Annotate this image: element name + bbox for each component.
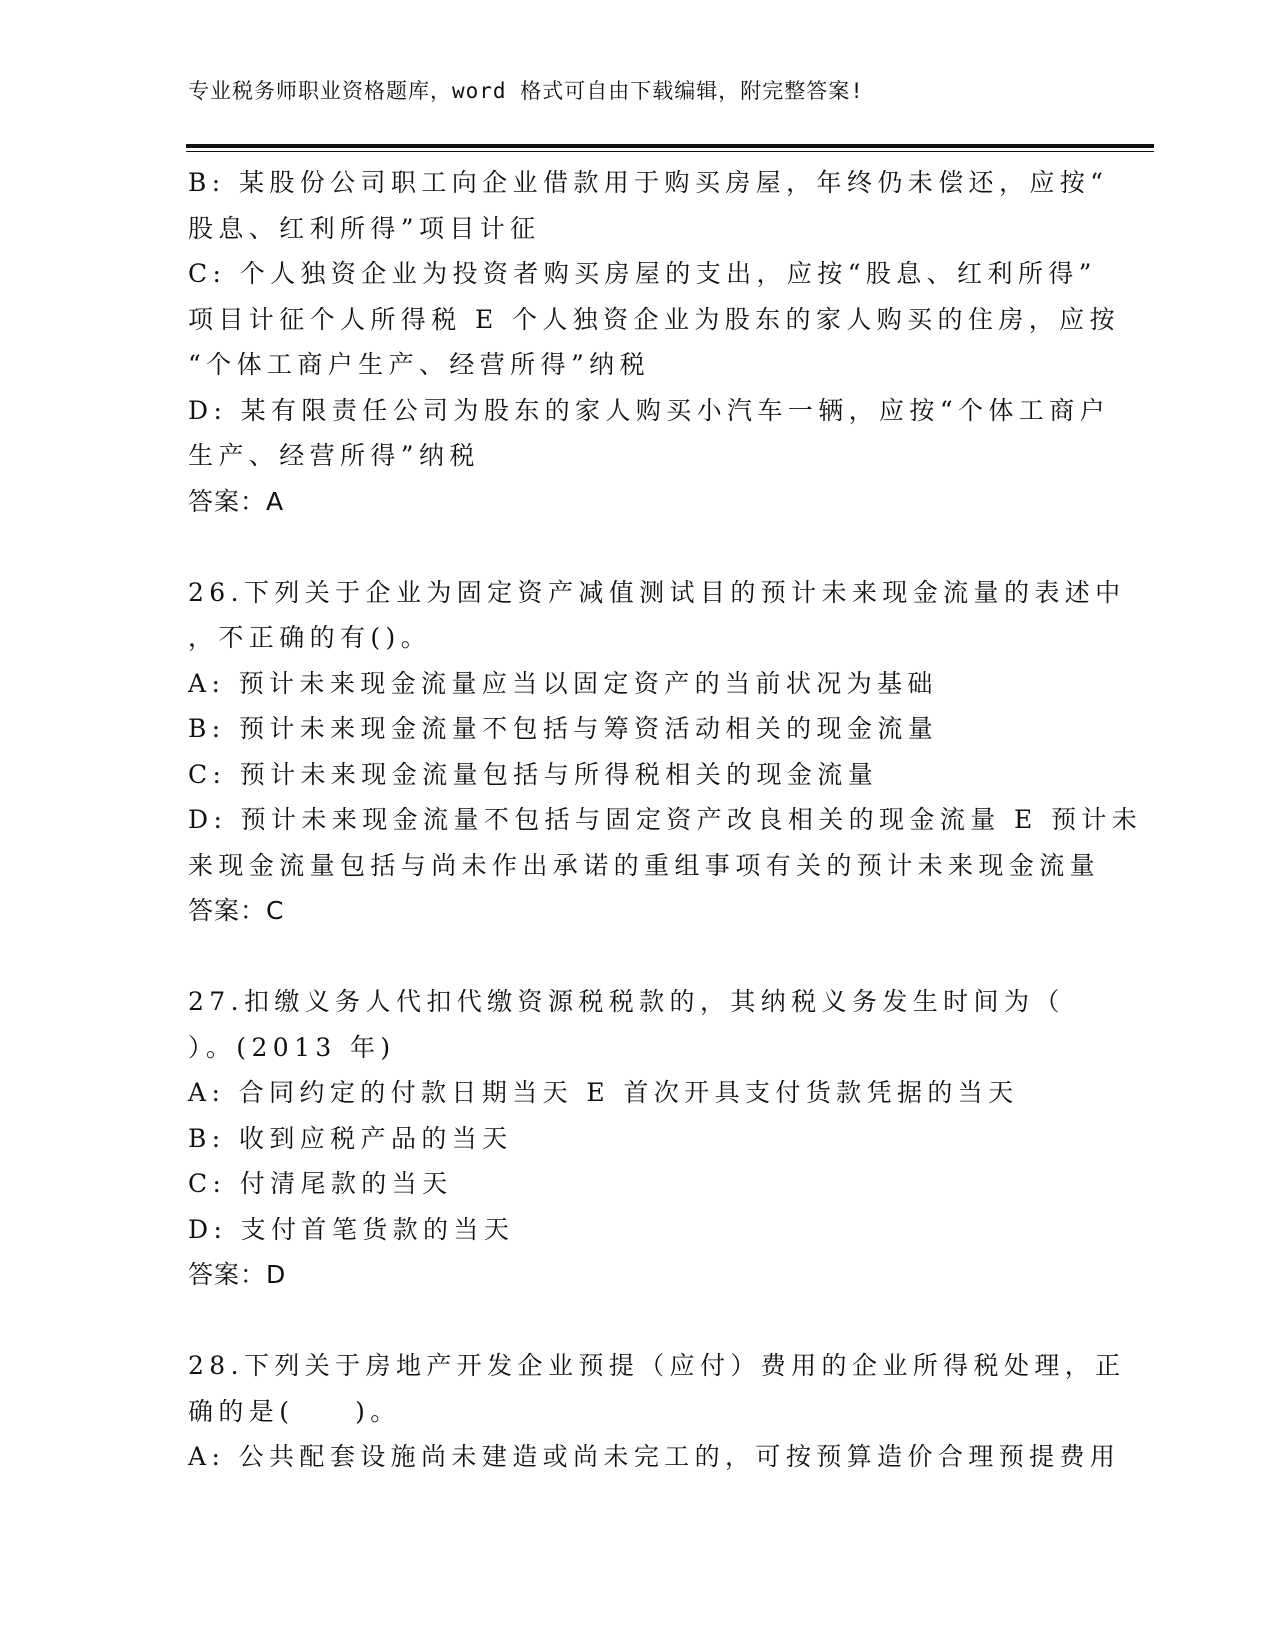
option-line: C: 预计未来现金流量包括与所得税相关的现金流量	[188, 759, 879, 789]
question-stem: 28.下列关于房地产开发企业预提（应付）费用的企业所得税处理，正	[188, 1351, 1126, 1380]
page-header: 专业税务师职业资格题库，word 格式可自由下载编辑，附完整答案!	[188, 79, 864, 103]
option-line: B: 预计未来现金流量不包括与筹资活动相关的现金流量	[188, 714, 939, 743]
header-rule-thin	[186, 151, 1154, 152]
option-line: A: 预计未来现金流量应当以固定资产的当前状况为基础	[188, 668, 938, 698]
option-line: B: 收到应税产品的当天	[188, 1123, 513, 1153]
header-rule-thick	[186, 144, 1154, 148]
option-line: C: 付清尾款的当天	[188, 1169, 453, 1198]
option-line: A: 公共配套设施尚未建造或尚未完工的，可按预算造价合理预提费用	[188, 1442, 1121, 1471]
document-body	[188, 160, 1143, 1480]
question-block	[188, 1343, 1126, 1480]
option-line: A: 合同约定的付款日期当天 E 首次开具支付货款凭据的当天	[188, 1078, 1019, 1107]
question-block	[188, 570, 1143, 934]
answer-line: 答案：C	[188, 896, 285, 925]
question-stem: ）。(2013 年)	[188, 1032, 396, 1062]
text-line: 项目计征个人所得税 E 个人独资企业为股东的家人购买的住房，应按	[188, 304, 1120, 334]
question-stem: 26.下列关于企业为固定资产减值测试目的预计未来现金流量的表述中	[188, 577, 1126, 607]
text-line: D: 某有限责任公司为股东的家人购买小汽车一辆，应按“个体工商户	[188, 395, 1110, 425]
question-block	[188, 979, 1088, 1298]
answer-line: 答案：D	[188, 1260, 287, 1289]
question-stem: 27.扣缴义务人代扣代缴资源税税款的，其纳税义务发生时间为（	[188, 987, 1065, 1016]
text-line: C: 个人独资企业为投资者购买房屋的支出，应按“股息、红利所得”	[188, 259, 1097, 288]
option-line: 来现金流量包括与尚未作出承诺的重组事项有关的预计未来现金流量	[188, 850, 1101, 880]
text-line: 股息、红利所得”项目计征	[188, 213, 541, 243]
text-line: 生产、经营所得”纳税	[188, 441, 480, 470]
option-line: D: 支付首笔货款的当天	[188, 1214, 515, 1244]
option-line: D: 预计未来现金流量不包括与固定资产改良相关的现金流量 E 预计未	[188, 805, 1143, 834]
text-line: B: 某股份公司职工向企业借款用于购买房屋，年终仍未偿还，应按“	[188, 168, 1109, 197]
text-line: “个体工商户生产、经营所得”纳税	[188, 350, 650, 379]
question-stem: ，不正确的有()。	[188, 623, 432, 652]
answer-line: 答案：A	[188, 486, 285, 516]
question-stem: 确的是( )。	[188, 1396, 401, 1426]
question-block	[188, 160, 1120, 524]
